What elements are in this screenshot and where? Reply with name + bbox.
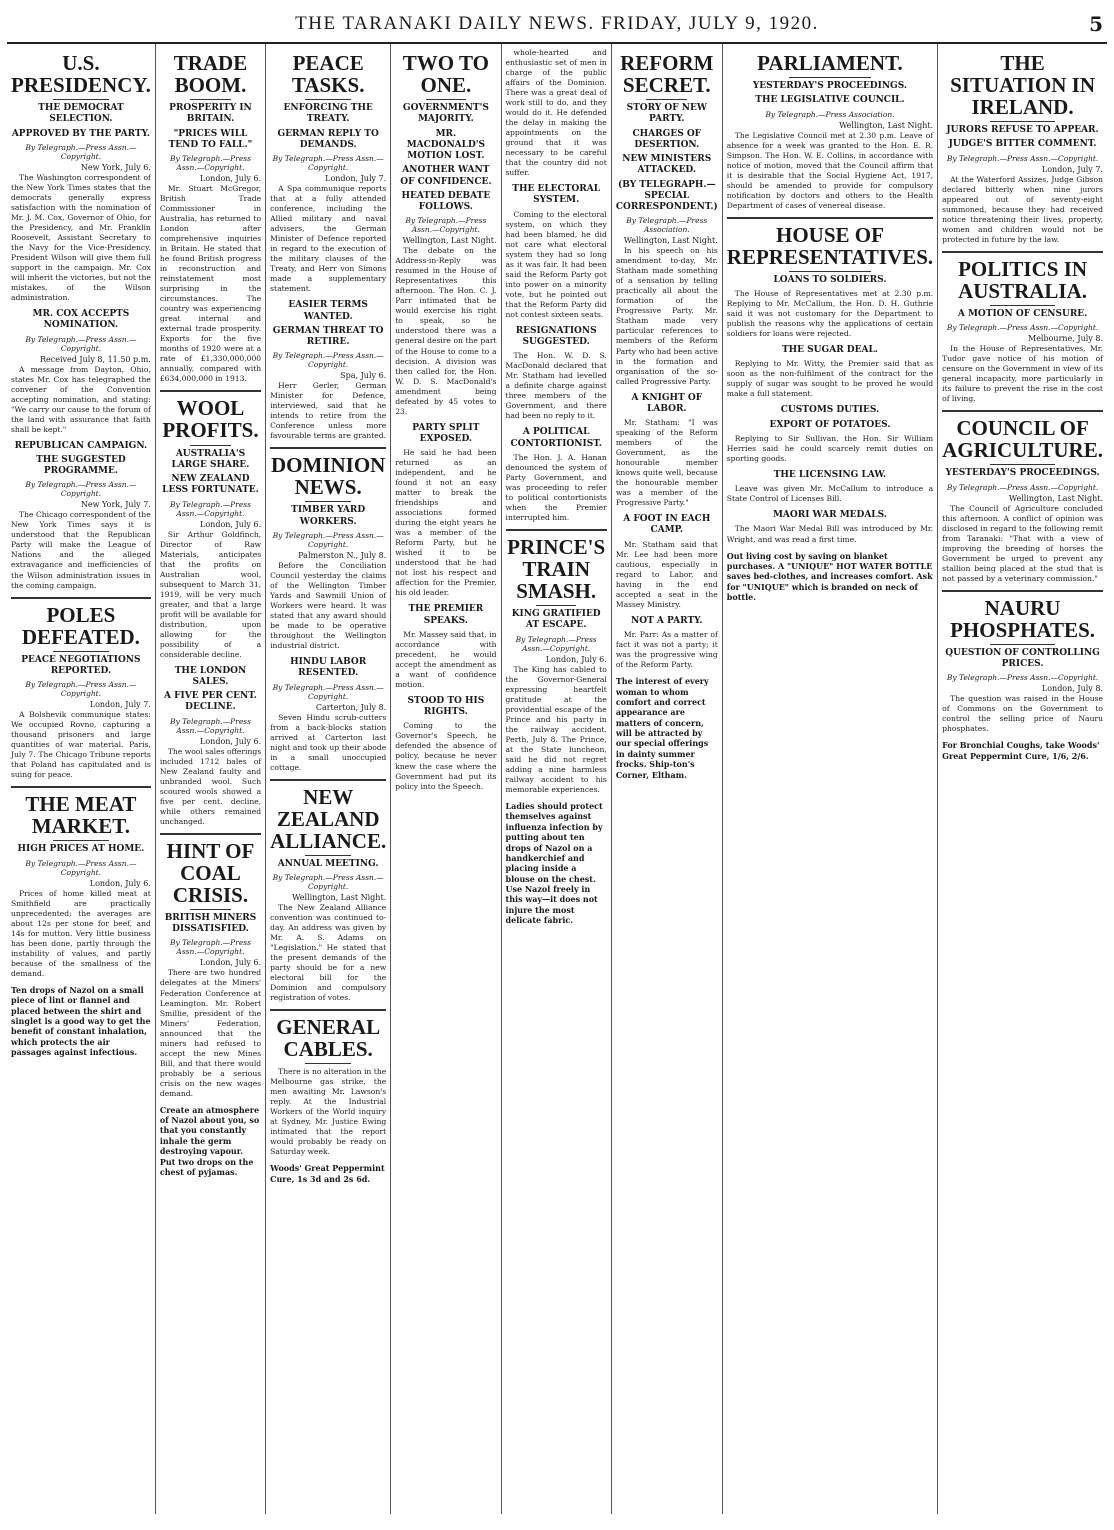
- article-paragraph: The Hon. J. A. Hanan denounced the system of Party Government, and was proceeding to refer to political contortionists when the Premier interrupted him.: [505, 452, 607, 523]
- article-divider: [160, 833, 261, 835]
- article-subheading: AUSTRALIA'S LARGE SHARE.: [171, 448, 250, 470]
- article-divider: [506, 529, 607, 531]
- article-headline: GENERAL CABLES.: [276, 1015, 381, 1062]
- article-dateline: London, July 6.: [200, 736, 262, 746]
- article-subheading: A POLITICAL CONTORTIONIST.: [510, 427, 602, 449]
- article: [942, 251, 1103, 404]
- masthead-title: THE TARANAKI DAILY NEWS. FRIDAY, JULY 9, 1920.: [295, 13, 819, 34]
- article-body: [11, 365, 151, 435]
- article-paragraph: Mr. Massey said that, in accordance with precedent, he would accept the amendment as a want of confidence motion.: [395, 629, 497, 689]
- article-subheading: NEW MINISTERS ATTACKED.: [622, 154, 712, 176]
- newspaper-page: [7, 6, 1107, 1518]
- article-paragraph: At the Waterford Assizes, Judge Gibson declared bitterly when nine jurors appeared out of seventy-eight summoned, because they had received notice threatening their lives, property, women and children would not be protected in future by the law.: [942, 174, 1103, 244]
- columns: [7, 44, 1107, 1514]
- article-body: [11, 510, 151, 590]
- article-paragraph: A Spa communique reports that at a fully attended conference, including the Allied military and naval advisers, the German Minister of Defence reported in regard to the execution of the military clauses of the Treaty, and Herr von Simons made a supplementary statement.: [270, 184, 387, 294]
- article-headline: TRADE BOOM.: [173, 51, 248, 98]
- telegraph-byline: By Telegraph.—Press Assn.—Copyright.: [272, 351, 384, 370]
- article-subheading: MR. COX ACCEPTS NOMINATION.: [32, 309, 130, 331]
- headline-rule: [53, 99, 109, 100]
- article-subheading: KING GRATIFIED AT ESCAPE.: [511, 609, 601, 631]
- headline-rule: [305, 855, 351, 856]
- article-subheading: STOOD TO HIS RIGHTS.: [407, 695, 485, 718]
- article-headline: PARLIAMENT.: [757, 51, 903, 75]
- article-body: [506, 210, 607, 320]
- article-subheading: THE SUGAR DEAL.: [781, 345, 878, 356]
- article: [616, 393, 718, 509]
- advertisement: Create an atmosphere of Nazol about you, so that you constantly inhale the germ destroying vapour. Put two drops on the chest of pyjamas.: [159, 1104, 260, 1178]
- advertisement: For Bronchial Coughs, take Woods' Great Peppermint Cure, 1/6, 2/6.: [942, 740, 1100, 761]
- column-1: [7, 44, 156, 1514]
- article-subheading: QUESTION OF CONTROLLING PRICES.: [945, 647, 1100, 669]
- article-subheading: THE SUGGESTED PROGRAMME.: [36, 454, 126, 477]
- article-paragraph: Mr. Parr: As a matter of fact it was not a party; it was the progressive wing of the Reform Party.: [615, 630, 718, 670]
- article-divider: [942, 410, 1103, 412]
- article-paragraph: The debate on the Address-in-Reply was resumed in the House of Representatives this afternoon. The Hon. C. J. Parr intimated that he would exercise his right to speak, so he understood there was a general desire on the part of the House to come to a decision. A division was then called for, the Hon. W. D. S. MacDonald's amendment being defeated by 45 votes to 23.: [395, 246, 497, 416]
- article-divider: [942, 251, 1103, 253]
- article-subheading: GERMAN REPLY TO DEMANDS.: [277, 128, 379, 150]
- article-headline: REFORM SECRET.: [620, 51, 714, 98]
- article: [11, 309, 151, 435]
- article: [616, 514, 718, 610]
- article-paragraph: He said he had been returned as an independent, and he found it not an easy matter to break the friendships and associations formed during the eight years he was a member of the Reform Party, but he wished it to be understood that he had not lost his respect and affection for the Premier, his old leader.: [395, 448, 497, 598]
- article-dateline: London, July 7.: [1041, 164, 1103, 174]
- article-subheading: CUSTOMS DUTIES.: [780, 405, 880, 416]
- article-dateline: London, July 7.: [89, 700, 151, 710]
- article-subheading: BRITISH MINERS DISSATISFIED.: [164, 912, 257, 935]
- article-divider: [11, 786, 151, 788]
- article-body: [11, 889, 151, 979]
- article: [160, 390, 261, 659]
- article-body: [616, 418, 718, 508]
- article: [727, 470, 933, 504]
- article: [395, 696, 496, 792]
- article: [270, 447, 386, 651]
- article-body: [616, 246, 718, 386]
- advertisement: The interest of every woman to whom comfort and correct appearance are matters of concern, will be attracted by our special offerings in dainty summer frocks. Ship-ton's Corner, Eltham.: [615, 676, 709, 780]
- column-6: [612, 44, 723, 1514]
- column-2: [156, 44, 266, 1514]
- headline-rule: [305, 501, 351, 502]
- article: [11, 786, 151, 978]
- article-body: [506, 453, 607, 523]
- article: [506, 427, 607, 523]
- article-headline: PEACE TASKS.: [291, 51, 365, 98]
- telegraph-byline: By Telegraph.—Press Association.: [765, 109, 895, 119]
- article-subheading: ANNUAL MEETING.: [277, 858, 379, 869]
- article: [270, 300, 386, 441]
- advertisement: Woods' Great Peppermint Cure, 1s 3d and 2s 6d.: [270, 1163, 385, 1184]
- article-paragraph: A Bolshevik communique states: We occupied Rovno, capturing a thousand prisoners and large quantities of war material. Paris, July 7. The Chicago Tribune reports that Poland has capitulated and is suing for peace.: [11, 710, 151, 780]
- article-subheading: A FOOT IN EACH CAMP.: [623, 514, 711, 536]
- article-body: [727, 131, 933, 211]
- telegraph-byline: By Telegraph.—Press Assn.—Copyright.: [169, 938, 251, 957]
- article-body: [395, 721, 496, 791]
- article-subheading: CHARGES OF DESERTION.: [632, 128, 702, 150]
- telegraph-byline: By Telegraph.—Press Assn.—Copyright.: [272, 682, 384, 701]
- advertisement: Ladies should protect themselves against influenza infection by putting about ten drops of Nazol on a handkerchief and placing inside a blouse on the chest. Use Nazol freely in this way—it does not injure the most delicate fabric.: [505, 800, 603, 926]
- article-paragraph: The Washington correspondent of the New York Times states that the democrats generally express satisfaction with the nomination of Mr. J. M. Cox, Governor of Ohio, for the Presidency, and Mr. Franklin Roosevelt, Assistant Secretary to the Navy for the Vice-Presidency. President Wilson will give them full support in the campaign. Mr. Cox will inherit the victories, but not the mistakes, of the Wilson administration.: [11, 172, 151, 303]
- article-paragraph: whole-hearted and enthusiastic set of men in charge of the public affairs of the Dominion. There was a great deal of work still to do, and they would do it. He defended the delay in making the appointments on the ground that it was necessary to be careful that the country did not suffer.: [505, 48, 607, 178]
- article: [160, 52, 261, 384]
- article-paragraph: In his speech on his amendment to-day, Mr. Statham made something of a sensation by telling practically all about the formation of the Progressive Party. Mr. Statham made very particular references to members of the Reform Party who had been active in the formation and organisation of the so-called Progressive Party.: [615, 246, 718, 386]
- article-body: [942, 344, 1103, 404]
- article-subheading: THE LEGISLATIVE COUNCIL.: [755, 95, 905, 106]
- article: [270, 657, 386, 773]
- article-dateline: London, July 6.: [89, 878, 151, 888]
- article-paragraph: There are two hundred delegates at the Miners' Federation Conference at Leamington. Mr. Robert Smillie, president of the Miners' Federation, announced that the miners had refused to accept the new Mines Bill, and that there would probably be a serious crisis on the new wages demand.: [159, 968, 262, 1098]
- headline-rule: [190, 445, 231, 446]
- article-headline: POLES DEFEATED.: [21, 602, 140, 649]
- article-body: [727, 289, 933, 339]
- article: [727, 345, 933, 399]
- headline-rule: [305, 99, 351, 100]
- article-divider: [727, 217, 933, 219]
- article-divider: [942, 590, 1103, 592]
- article-headline: HINT OF COAL CRISIS.: [166, 838, 255, 907]
- telegraph-byline: By Telegraph.—Press Assn.—Copyright.: [515, 634, 597, 653]
- telegraph-byline: By Telegraph.—Press Assn.—Copyright.: [25, 680, 137, 699]
- article-paragraph: In the House of Representatives, Mr. Tudor gave notice of his motion of censure on the Government in view of its general incapacity, more particularly in its failure to prevent the rise in the cost of living.: [942, 344, 1103, 404]
- article-subheading: RESIGNATIONS SUGGESTED.: [515, 325, 597, 348]
- article-headline: POLITICS IN AUSTRALIA.: [958, 256, 1088, 303]
- article: [942, 52, 1103, 245]
- article-paragraph: Before the Conciliation Council yesterday the claims of the Wellington Timber Yards and Sawmill Union of Workers were heard. It was stated that any award should be made to be operative throughout the Wellington industrial district.: [270, 560, 387, 651]
- telegraph-byline: By Telegraph.—Press Assn.—Copyright.: [25, 142, 137, 161]
- article-body: [727, 524, 933, 544]
- article-body: [270, 713, 386, 773]
- article-subheading: NOT A PARTY.: [631, 615, 703, 626]
- article-divider: [160, 390, 261, 392]
- article-headline: THE SITUATION IN IRELAND.: [950, 51, 1096, 120]
- article-paragraph: The question was raised in the House of Commons on the Government to control the selling price of Nauru phosphates.: [942, 694, 1103, 734]
- article-body: [506, 665, 607, 795]
- article-body: [506, 351, 607, 421]
- article-subheading: GOVERNMENT'S MAJORITY.: [402, 103, 489, 125]
- article-dateline: New York, July 6.: [80, 162, 151, 172]
- headline-rule: [990, 464, 1054, 465]
- article: [616, 616, 718, 670]
- article-paragraph: Herr Gerler, German Minister for Defence, interviewed, said that he intends to retire from the Conference unless more favourable terms are granted.: [270, 381, 387, 441]
- article-dateline: Received July 8, 11.50 p.m.: [39, 354, 151, 364]
- headline-rule: [646, 99, 687, 100]
- article-divider: [270, 447, 386, 449]
- telegraph-byline: By Telegraph.—Press Assn.—Copyright.: [169, 154, 251, 173]
- article-body: [395, 630, 496, 690]
- article-body: [11, 173, 151, 303]
- article-headline: THE MEAT MARKET.: [25, 792, 137, 839]
- article-subheading: EASIER TERMS WANTED.: [288, 300, 368, 322]
- article: [727, 510, 933, 544]
- article-body: [395, 448, 496, 598]
- headline-rule: [190, 909, 231, 910]
- article: [506, 529, 607, 795]
- page-number: 5: [1089, 12, 1103, 36]
- article-body: [616, 630, 718, 670]
- article-dateline: London, July 6.: [200, 519, 262, 529]
- article-paragraph: The New Zealand Alliance convention was continued to-day. An address was given by Mr. A. S. Adams on "Legislation." He stated that the present demands of the party should be for a new electoral bill for the Dominion and compulsory registration of votes.: [270, 903, 387, 1003]
- article-subheading: TIMBER YARD WORKERS.: [291, 505, 366, 527]
- article-paragraph: Mr. Statham: "I was speaking of the Reform members of the Government, as the honourable member knows quite well, because the honourable member was a member of the Progressive Party.": [615, 418, 718, 508]
- article-subheading: EXPORT OF POTATOES.: [769, 419, 891, 430]
- article-dateline: London, July 6.: [200, 174, 262, 184]
- telegraph-byline: By Telegraph.—Press Assn.—Copyright.: [946, 482, 1099, 492]
- telegraph-byline: By Telegraph.—Press Assn.—Copyright.: [272, 154, 384, 173]
- article-body: [270, 184, 386, 294]
- article: [727, 405, 933, 464]
- article-headline: COUNCIL OF AGRICULTURE.: [942, 416, 1103, 463]
- headline-rule: [190, 99, 231, 100]
- article-paragraph: The Hon. W. D. S. MacDonald declared that Mr. Statham had levelled a definite charge against three members of the Government, and there had been no reply to it.: [505, 351, 607, 421]
- article: [11, 52, 151, 303]
- article-subheading: GERMAN THREAT TO RETIRE.: [272, 325, 384, 348]
- article-dateline: London, July 7.: [325, 174, 387, 184]
- article-headline: HOUSE OF REPRESENTATIVES.: [726, 222, 934, 269]
- article-body: [160, 747, 261, 827]
- article-subheading: PROSPERITY IN BRITAIN.: [169, 103, 252, 125]
- column-8: [938, 44, 1107, 1514]
- article-headline: NEW ZEALAND ALLIANCE.: [270, 784, 387, 853]
- telegraph-byline: By Telegraph.—Press Assn.—Copyright.: [169, 499, 251, 518]
- article-paragraph: Prices of home killed meat at Smithfield are practically unprecedented; the averages are about 12s per stone for beef, and 14s for mutton. Very little business has been done, partly through the instability of values, and partly because of the smallness of the demand.: [11, 888, 151, 978]
- article-subheading: (BY TELEGRAPH.—SPECIAL CORRESPONDENT.): [615, 179, 718, 213]
- masthead: [7, 6, 1107, 44]
- telegraph-byline: By Telegraph.—Press Assn.—Copyright.: [25, 334, 137, 353]
- telegraph-byline: By Telegraph.—Press Assn.—Copyright.: [272, 873, 384, 892]
- article: [727, 52, 933, 211]
- article-body: [506, 48, 607, 178]
- article-divider: [11, 597, 151, 599]
- article-paragraph: Replying to Mr. Witty, the Premier said that as soon as the non-fulfilment of the contract for the supply of sugar was sought to be proved he would make a full statement.: [726, 359, 934, 399]
- article-subheading: NEW ZEALAND LESS FORTUNATE.: [162, 474, 259, 496]
- article-body: [942, 175, 1103, 245]
- article-subheading: A FIVE PER CENT. DECLINE.: [164, 691, 257, 713]
- article: [270, 779, 386, 1004]
- article-paragraph: Mr. Statham said that Mr. Lee had been more cautious, especially in regard to Labor, and having in the end accepted a seat in the Massey Ministry.: [615, 539, 718, 609]
- article: [942, 410, 1103, 583]
- headline-rule: [53, 651, 109, 652]
- telegraph-byline: By Telegraph.—Press Assn.—Copyright.: [405, 216, 487, 235]
- article-subheading: MR. MACDONALD'S MOTION LOST.: [406, 128, 486, 162]
- article-headline: U.S. PRESIDENCY.: [11, 51, 151, 98]
- article: [942, 590, 1103, 735]
- article-subheading: LOANS TO SOLDIERS.: [773, 274, 887, 285]
- article-body: [727, 434, 933, 464]
- headline-rule: [426, 99, 467, 100]
- headline-rule: [305, 1063, 351, 1064]
- article-headline: DOMINION NEWS.: [271, 453, 386, 500]
- article-paragraph: A message from Dayton, Ohio, states Mr. Cox has telegraphed the convener of the Convention accepting nomination, and stating: "We carry our cause to the forum of the land with assurance that faith shall be kept.": [11, 364, 151, 434]
- article-subheading: A MOTION OF CENSURE.: [957, 308, 1088, 319]
- article-paragraph: Seven Hindu scrub-cutters from a back-blocks station arrived at Carterton last night and took up their abode in a small unoccupied cottage.: [270, 712, 387, 772]
- article-subheading: HIGH PRICES AT HOME.: [17, 844, 145, 855]
- headline-rule: [536, 605, 577, 606]
- article-paragraph: Mr. Stuart McGregor, British Trade Commissioner in Australia, has returned to London after comprehensive inquiries in Britain. He stated that he found British progress in reconstruction and reinstatement most surprising in the circumstances. The country was experiencing great internal and external trade prosperity. Exports for the five months of 1920 were at a rate of £1,330,000,000 annually, compared with £634,000,000 in 1913.: [159, 184, 262, 384]
- article-subheading: THE LONDON SALES.: [174, 665, 247, 687]
- article-dateline: Wellington, Last Night.: [1008, 493, 1103, 503]
- article-subheading: ENFORCING THE TREATY.: [283, 103, 373, 125]
- article-body: [616, 540, 718, 610]
- article-paragraph: Replying to Sir Sullivan, the Hon. Sir William Herries said he could scarcely remit duties on sporting goods.: [726, 433, 934, 463]
- article-subheading: THE PREMIER SPEAKS.: [408, 604, 484, 626]
- article-paragraph: Coming to the electoral system, on which they had been blamed, he did not care what electoral system they had so long as it was fair. It had been said the Reform Party got into power on a minority vote, but he pointed out that the Reform Party did not contest sixteen seats.: [505, 209, 607, 319]
- headline-rule: [990, 644, 1054, 645]
- article-body: [727, 359, 933, 399]
- article-paragraph: Coming to the Governor's Speech, he defended the absence of policy, because he never knew the case where the Government had put its policy into the Speech.: [395, 721, 497, 791]
- article: [270, 52, 386, 294]
- article-body: [942, 694, 1103, 734]
- article-paragraph: There is no alteration in the Melbourne gas strike, the men awaiting Mr. Lawson's reply. At the Industrial Workers of the World inquiry at Sydney, Mr. Justice Ewing intimated that the report would probably be ready on Saturday week.: [270, 1067, 387, 1157]
- article-subheading: THE ELECTORAL SYSTEM.: [512, 184, 601, 206]
- column-7: [723, 44, 938, 1514]
- article-dateline: New York, July 7.: [80, 500, 151, 510]
- article-subheading: PARTY SPLIT EXPOSED.: [412, 422, 480, 444]
- article: [11, 597, 151, 781]
- article-dateline: Wellington, Last Night.: [623, 236, 718, 246]
- article: [270, 1009, 386, 1157]
- article-subheading: A KNIGHT OF LABOR.: [631, 392, 703, 414]
- article-body: [270, 561, 386, 651]
- article-headline: PRINCE'S TRAIN SMASH.: [507, 535, 606, 604]
- article-subheading: MAORI WAR MEDALS.: [772, 510, 887, 521]
- column-4: [391, 44, 501, 1514]
- article: [11, 441, 151, 591]
- headline-rule: [789, 77, 872, 78]
- column-5: [502, 44, 612, 1514]
- article-body: [160, 184, 261, 384]
- article-subheading: YESTERDAY'S PROCEEDINGS.: [945, 468, 1100, 479]
- article-paragraph: The Chicago correspondent of the New York Times says it is understood that the Republican Party will make the League of Nations and the alleged extravagance and inefficiencies of the Wilson administration issues in the coming campaign.: [11, 510, 151, 590]
- article: [727, 217, 933, 339]
- article-paragraph: Leave was given Mr. McCallum to introduce a State Control of Licenses Bill.: [726, 484, 934, 504]
- headline-rule: [990, 121, 1054, 122]
- article-subheading: "PRICES WILL TEND TO FALL.": [168, 128, 253, 150]
- article-paragraph: The Council of Agriculture concluded this afternoon. A conflict of opinion was disclosed in regard to the following remit from Taranaki: "That with a view of improving the breeding of horses the Government be urged to prevent any stallion being placed at the stud that is not passed by a veterinary commission.": [942, 503, 1103, 583]
- article-paragraph: The Legislative Council met at 2.30 p.m. Leave of absence for a week was granted to the Hon. E. R. Simpson. The Hon. W. E. Collins, in accordance with notice of motion, moved that the Council affirm that it is desirable that the Social Hygiene Act, 1917, should be amended to provide for compulsory notification by doctors and others to the Health Department of cases of venereal disease.: [726, 130, 934, 210]
- article: [616, 52, 718, 387]
- telegraph-byline: By Telegraph.—Press Assn.—Copyright.: [169, 716, 251, 735]
- article-subheading: STORY OF NEW PARTY.: [626, 103, 707, 125]
- article-paragraph: Sir Arthur Goldfinch, Director of Raw Materials, anticipates that the profits on Australian wool, subsequent to March 31, 1919, will be very much greater, and that a large profit will be available for distribution, upon allowing for the possibility of a considerable decline.: [159, 529, 262, 659]
- article-dateline: Wellington, Last Night.: [292, 893, 387, 903]
- article-dateline: London, July 6.: [200, 958, 262, 968]
- article-dateline: London, July 6.: [545, 654, 607, 664]
- article-headline: WOOL PROFITS.: [162, 396, 259, 443]
- article: [395, 604, 496, 690]
- article-subheading: HEATED DEBATE FOLLOWS.: [401, 190, 491, 213]
- article-dateline: Carterton, July 8.: [315, 702, 387, 712]
- telegraph-byline: By Telegraph.—Press Assn.—Copyright.: [25, 858, 137, 877]
- article-body: [727, 484, 933, 504]
- article: [506, 184, 607, 320]
- article-dateline: London, July 8.: [1041, 684, 1103, 694]
- article-paragraph: The King has cabled to the Governor-General expressing heartfelt gratitude at the providential escape of the Prince and his party in the railway accident. Perth, July 8. The Prince, at the State luncheon, said he did not regret adding a nine harmless railway accident to his memorable experiences.: [505, 664, 607, 794]
- article-paragraph: The House of Representatives met at 2.30 p.m. Replying to Mr. McCallum, the Hon. D. H. Guthrie said it was not customary for the Department to publish the reasons why the applications of certain soldiers for loans were rejected.: [726, 289, 934, 339]
- telegraph-byline: By Telegraph.—Press Assn.—Copyright.: [946, 153, 1099, 163]
- article-body: [942, 504, 1103, 584]
- article-paragraph: The Maori War Medal Bill was introduced by Mr. Wright, and was read a first time.: [726, 524, 934, 544]
- article-subheading: APPROVED BY THE PARTY.: [11, 128, 150, 139]
- article-dateline: Spa, July 6.: [340, 371, 387, 381]
- headline-rule: [990, 305, 1054, 306]
- telegraph-byline: By Telegraph.—Press Assn.—Copyright.: [25, 480, 137, 499]
- article: [395, 423, 496, 599]
- article-subheading: REPUBLICAN CAMPAIGN.: [14, 440, 148, 451]
- article-dateline: Palmerston N., July 8.: [298, 550, 387, 560]
- headline-rule: [789, 271, 872, 272]
- article-paragraph: The wool sales offerings included 1712 bales of New Zealand faulty and unbranded wool. Such scoured wools showed a five per cent. decline, while others remained unchanged.: [159, 746, 262, 826]
- article-divider: [270, 779, 386, 781]
- article-subheading: THE LICENSING LAW.: [773, 469, 887, 480]
- article-divider: [270, 1009, 386, 1011]
- telegraph-byline: By Telegraph.—Press Assn.—Copyright.: [946, 323, 1099, 333]
- article-dateline: Wellington, Last Night.: [839, 120, 934, 130]
- article: [395, 52, 496, 417]
- article-subheading: ANOTHER WANT OF CONFIDENCE.: [400, 165, 492, 187]
- article-dateline: Wellington, Last Night.: [402, 236, 497, 246]
- article-body: [270, 1067, 386, 1157]
- headline-rule: [53, 840, 109, 841]
- advertisement: Out living cost by saving on blanket purchases. A "UNIQUE" HOT WATER BOTTLE saves bed-clothes, and increases comfort. Ask for "UNIQUE" which is branded on neck of bottle.: [726, 550, 933, 603]
- article-body: [270, 903, 386, 1003]
- article-dateline: Melbourne, July 8.: [1028, 334, 1103, 344]
- telegraph-byline: By Telegraph.—Press Association.: [626, 216, 708, 235]
- telegraph-byline: By Telegraph.—Press Assn.—Copyright.: [946, 673, 1099, 683]
- article-subheading: HINDU LABOR RESENTED.: [290, 657, 367, 679]
- article-body: [160, 968, 261, 1098]
- article-subheading: PEACE NEGOTIATIONS REPORTED.: [21, 654, 141, 676]
- article-body: [160, 530, 261, 660]
- article-subheading: YESTERDAY'S PROCEEDINGS.: [752, 81, 908, 92]
- article-subheading: JUDGE'S BITTER COMMENT.: [948, 139, 1097, 150]
- telegraph-byline: By Telegraph.—Press Assn.—Copyright.: [272, 530, 384, 549]
- article: [506, 326, 607, 422]
- column-3: [266, 44, 391, 1514]
- article: [160, 666, 261, 827]
- article-headline: TWO TO ONE.: [402, 51, 489, 98]
- article-body: [11, 710, 151, 780]
- article-subheading: JURORS REFUSE TO APPEAR.: [946, 125, 1099, 136]
- article-body: [395, 246, 496, 416]
- article: [506, 48, 607, 178]
- article: [160, 833, 261, 1099]
- article-subheading: THE DEMOCRAT SELECTION.: [38, 103, 124, 125]
- article-body: [270, 381, 386, 441]
- article-headline: NAURU PHOSPHATES.: [950, 595, 1095, 642]
- advertisement: Ten drops of Nazol on a small piece of lint or flannel and placed between the shirt and singlet is a good way to get the benefit of constant inhalation, which protects the air passages against infectious.: [11, 984, 151, 1058]
